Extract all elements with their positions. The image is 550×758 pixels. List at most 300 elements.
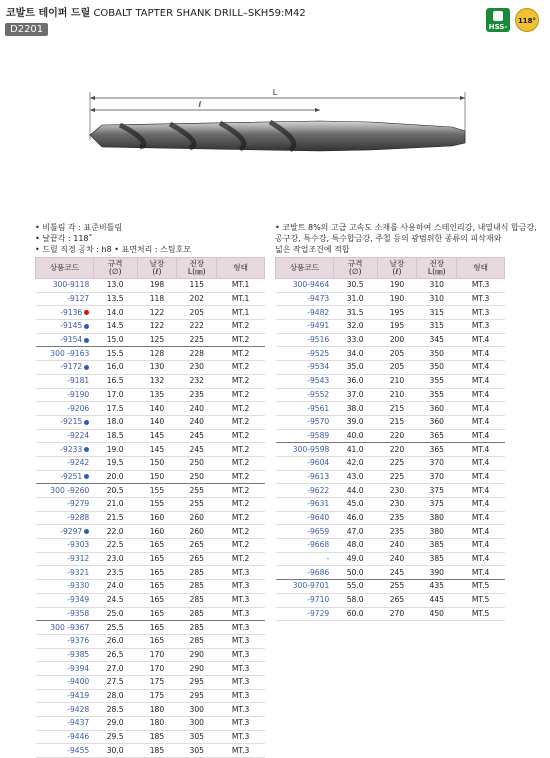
diameter-cell: 23.5 (93, 566, 137, 580)
code-cell: -9242 (36, 456, 94, 470)
code-cell: -9224 (36, 429, 94, 443)
table-row (276, 511, 505, 525)
diameter-cell: 26.5 (93, 648, 137, 662)
product-code-badge: D2201 (5, 23, 48, 36)
flute-length-cell: 230 (377, 484, 417, 498)
table-row (276, 552, 505, 566)
overall-length-cell: 245 (177, 443, 217, 457)
flute-length-cell: 165 (137, 607, 177, 621)
flute-length-cell: 255 (377, 580, 417, 594)
length-l-label: ℓ (198, 100, 202, 109)
table-row (276, 374, 505, 388)
diameter-cell: 16.0 (93, 361, 137, 375)
flute-length-cell: 155 (137, 498, 177, 512)
stock-marker-icon (84, 338, 89, 343)
overall-length-cell: 225 (177, 333, 217, 347)
diameter-cell: 25.0 (93, 607, 137, 621)
overall-length-cell: 385 (417, 539, 457, 553)
code-cell: -9613 (276, 470, 334, 484)
table-row (36, 662, 265, 676)
table-row (36, 470, 265, 484)
shank-type-cell: MT.2 (217, 443, 265, 457)
code-cell: -9349 (36, 593, 94, 607)
table-row (276, 470, 505, 484)
overall-length-cell: 250 (177, 456, 217, 470)
shank-type-cell: MT.2 (217, 552, 265, 566)
stock-marker-icon (84, 365, 89, 370)
col-length: 전장 L(㎜) (177, 258, 217, 279)
shank-type-cell: MT.4 (457, 566, 505, 580)
col-flute: 날장 (ℓ) (377, 258, 417, 279)
table-row (36, 566, 265, 580)
shank-type-cell: MT.2 (217, 470, 265, 484)
flute-length-cell: 180 (137, 717, 177, 731)
shank-type-cell: MT.4 (457, 456, 505, 470)
overall-length-cell: 115 (177, 279, 217, 293)
code-cell: -9622 (276, 484, 334, 498)
overall-length-cell: 240 (177, 415, 217, 429)
shank-type-cell: MT.3 (217, 580, 265, 594)
diameter-cell: 23.0 (93, 552, 137, 566)
table-row (36, 333, 265, 347)
table-row (36, 525, 265, 539)
flute-length-cell: 180 (137, 703, 177, 717)
code-cell: -9552 (276, 388, 334, 402)
shank-type-cell: MT.4 (457, 429, 505, 443)
table-row (36, 675, 265, 689)
shank-type-cell: MT.5 (457, 580, 505, 594)
table-row (36, 703, 265, 717)
overall-length-cell: 250 (177, 470, 217, 484)
table-row (276, 292, 505, 306)
diameter-cell: 15.5 (93, 347, 137, 361)
shank-type-cell: MT.4 (457, 539, 505, 553)
table-row (36, 292, 265, 306)
code-cell: -9190 (36, 388, 94, 402)
code-cell: -9303 (36, 539, 94, 553)
diameter-cell: 24.5 (93, 593, 137, 607)
flute-length-cell: 265 (377, 593, 417, 607)
overall-length-cell: 350 (417, 347, 457, 361)
overall-length-cell: 295 (177, 675, 217, 689)
col-shape: 형태 (217, 258, 265, 279)
overall-length-cell: 285 (177, 607, 217, 621)
shank-type-cell: MT.2 (217, 525, 265, 539)
overall-length-cell: 290 (177, 662, 217, 676)
diameter-cell: 14.0 (93, 306, 137, 320)
flute-length-cell: 210 (377, 374, 417, 388)
overall-length-cell: 285 (177, 580, 217, 594)
table-row (36, 580, 265, 594)
shank-type-cell: MT.3 (217, 703, 265, 717)
code-cell: -9206 (36, 402, 94, 416)
shank-type-cell: MT.4 (457, 415, 505, 429)
shank-type-cell: MT.2 (217, 374, 265, 388)
flute-length-cell: 175 (137, 689, 177, 703)
shank-type-cell: MT.3 (217, 717, 265, 731)
diameter-cell: 19.0 (93, 443, 137, 457)
overall-length-cell: 300 (177, 717, 217, 731)
shank-type-cell: MT.2 (217, 388, 265, 402)
code-cell: -9376 (36, 634, 94, 648)
table-row (276, 320, 505, 334)
table-row (36, 539, 265, 553)
flute-length-cell: 215 (377, 415, 417, 429)
code-cell: -9589 (276, 429, 334, 443)
flute-length-cell: 240 (377, 552, 417, 566)
overall-length-cell: 360 (417, 402, 457, 416)
code-cell: -9543 (276, 374, 334, 388)
diameter-cell: 29.0 (93, 717, 137, 731)
overall-length-cell: 285 (177, 621, 217, 635)
table-row (36, 374, 265, 388)
diameter-cell: 28.5 (93, 703, 137, 717)
flute-length-cell: 122 (137, 306, 177, 320)
flute-length-cell: 240 (377, 539, 417, 553)
table-row (276, 498, 505, 512)
diameter-cell: 60.0 (333, 607, 377, 621)
table-row (276, 347, 505, 361)
shank-type-cell: MT.2 (217, 333, 265, 347)
overall-length-cell: 255 (177, 498, 217, 512)
overall-length-cell: 265 (177, 552, 217, 566)
code-cell: -9446 (36, 730, 94, 744)
page-title (6, 4, 306, 19)
flute-length-cell: 160 (137, 511, 177, 525)
overall-length-cell: 360 (417, 415, 457, 429)
code-cell: -9233 (36, 443, 94, 457)
overall-length-cell: 285 (177, 566, 217, 580)
col-shape: 형태 (457, 258, 505, 279)
code-cell: -9631 (276, 498, 334, 512)
shank-type-cell: MT.2 (217, 539, 265, 553)
overall-length-cell: 370 (417, 456, 457, 470)
shank-type-cell: MT.2 (217, 456, 265, 470)
table-row (36, 484, 265, 498)
shank-type-cell: MT.1 (217, 292, 265, 306)
stock-marker-icon (84, 447, 89, 452)
flute-length-cell: 270 (377, 607, 417, 621)
flute-length-cell: 205 (377, 361, 417, 375)
flute-length-cell: 230 (377, 498, 417, 512)
flute-length-cell: 145 (137, 443, 177, 457)
stock-marker-icon (84, 310, 89, 315)
shank-type-cell: MT.3 (457, 320, 505, 334)
note-line: • 드릴 직경 공차 : h8 • 표면처리 : 스팀호모 (35, 245, 192, 254)
flute-length-cell: 165 (137, 566, 177, 580)
flute-length-cell: 122 (137, 320, 177, 334)
shank-type-cell: MT.3 (217, 634, 265, 648)
shank-type-cell: MT.2 (217, 320, 265, 334)
overall-length-cell: 265 (177, 539, 217, 553)
table-row (276, 388, 505, 402)
table-row (36, 306, 265, 320)
diameter-cell: 16.5 (93, 374, 137, 388)
table-row (276, 429, 505, 443)
code-cell: -9288 (36, 511, 94, 525)
table-row (276, 580, 505, 594)
flute-length-cell: 220 (377, 443, 417, 457)
code-cell: -9525 (276, 347, 334, 361)
code-cell: -9154 (36, 333, 94, 347)
code-cell: -9640 (276, 511, 334, 525)
flute-length-cell: 125 (137, 333, 177, 347)
flute-length-cell: 135 (137, 388, 177, 402)
table-row (276, 333, 505, 347)
code-cell: -9428 (36, 703, 94, 717)
flute-length-cell: 185 (137, 744, 177, 758)
overall-length-cell: 285 (177, 593, 217, 607)
stock-marker-icon (84, 420, 89, 425)
stock-marker-icon (84, 474, 89, 479)
diameter-cell: 26.0 (93, 634, 137, 648)
table-row (36, 279, 265, 293)
overall-length-cell: 350 (417, 361, 457, 375)
code-cell: -9659 (276, 525, 334, 539)
table-row (36, 498, 265, 512)
diameter-cell: 22.0 (93, 525, 137, 539)
flute-length-cell: 225 (377, 470, 417, 484)
flute-length-cell: 190 (377, 279, 417, 293)
shank-type-cell: MT.4 (457, 552, 505, 566)
flute-length-cell: 198 (137, 279, 177, 293)
diameter-cell: 43.0 (333, 470, 377, 484)
code-cell: -9136 (36, 306, 94, 320)
diameter-cell: 49.0 (333, 552, 377, 566)
shank-type-cell: MT.2 (217, 415, 265, 429)
diameter-cell: 27.0 (93, 662, 137, 676)
flute-length-cell: 118 (137, 292, 177, 306)
diameter-cell: 41.0 (333, 443, 377, 457)
title-korean: 코발트 테이퍼 드릴 (6, 8, 91, 19)
diameter-cell: 25.5 (93, 621, 137, 635)
shank-type-cell: MT.3 (217, 607, 265, 621)
overall-length-cell: 450 (417, 607, 457, 621)
spec-table-left (35, 257, 265, 758)
shank-type-cell: MT.3 (217, 744, 265, 758)
diameter-cell: 30.0 (93, 744, 137, 758)
diameter-cell: 37.0 (333, 388, 377, 402)
col-dia: 규격 (∅) (93, 258, 137, 279)
overall-length-cell: 245 (177, 429, 217, 443)
shank-type-cell: MT.4 (457, 484, 505, 498)
diameter-cell: 20.0 (93, 470, 137, 484)
overall-length-cell: 310 (417, 279, 457, 293)
table-row (36, 402, 265, 416)
diameter-cell: 31.5 (333, 306, 377, 320)
table-row (36, 744, 265, 758)
diameter-cell: 24.0 (93, 580, 137, 594)
overall-length-cell: 202 (177, 292, 217, 306)
shank-type-cell: MT.5 (457, 593, 505, 607)
diameter-cell: 50.0 (333, 566, 377, 580)
overall-length-cell: 228 (177, 347, 217, 361)
diameter-cell: 33.0 (333, 333, 377, 347)
diameter-cell: 14.5 (93, 320, 137, 334)
overall-length-cell: 365 (417, 443, 457, 457)
overall-length-cell: 345 (417, 333, 457, 347)
code-cell: 300 -9260 (36, 484, 94, 498)
overall-length-cell: 235 (177, 388, 217, 402)
col-code: 상품코드 (36, 258, 94, 279)
flute-length-cell: 235 (377, 511, 417, 525)
table-row (276, 443, 505, 457)
diameter-cell: 21.5 (93, 511, 137, 525)
flute-length-cell: 165 (137, 634, 177, 648)
diameter-cell: 39.0 (333, 415, 377, 429)
table-row (276, 306, 505, 320)
col-dia: 규격 (∅) (333, 258, 377, 279)
code-cell: -9312 (36, 552, 94, 566)
flute-length-cell: 130 (137, 361, 177, 375)
shank-type-cell: MT.4 (457, 347, 505, 361)
table-row (36, 511, 265, 525)
diameter-cell: 35.0 (333, 361, 377, 375)
diameter-cell: 15.0 (93, 333, 137, 347)
table-row (36, 456, 265, 470)
table-row (276, 539, 505, 553)
code-cell: -9358 (36, 607, 94, 621)
code-cell: -9437 (36, 717, 94, 731)
diameter-cell: 42.0 (333, 456, 377, 470)
table-row (36, 443, 265, 457)
flute-length-cell: 160 (137, 525, 177, 539)
code-cell: - (276, 552, 334, 566)
table-row (36, 347, 265, 361)
diameter-cell: 18.5 (93, 429, 137, 443)
code-cell: 300-9598 (276, 443, 334, 457)
overall-length-cell: 205 (177, 306, 217, 320)
note-line: • 비틀림 각 : 표준비틀림 (35, 223, 123, 232)
code-cell: 300 -9163 (36, 347, 94, 361)
flute-length-cell: 128 (137, 347, 177, 361)
flute-length-cell: 220 (377, 429, 417, 443)
shank-type-cell: MT.2 (217, 511, 265, 525)
stock-marker-icon (84, 529, 89, 534)
code-cell: -9604 (276, 456, 334, 470)
flute-length-cell: 150 (137, 470, 177, 484)
table-row (276, 402, 505, 416)
code-cell: -9686 (276, 566, 334, 580)
diameter-cell: 27.5 (93, 675, 137, 689)
shank-type-cell: MT.3 (217, 675, 265, 689)
table-row (36, 717, 265, 731)
diameter-cell: 13.0 (93, 279, 137, 293)
code-cell: -9400 (36, 675, 94, 689)
overall-length-cell: 380 (417, 511, 457, 525)
code-cell: -9710 (276, 593, 334, 607)
col-flute: 날장 (ℓ) (137, 258, 177, 279)
code-cell: -9172 (36, 361, 94, 375)
code-cell: -9394 (36, 662, 94, 676)
code-cell: 300-9464 (276, 279, 334, 293)
table-row (36, 689, 265, 703)
shank-type-cell: MT.4 (457, 361, 505, 375)
table-row (36, 648, 265, 662)
overall-length-cell: 230 (177, 361, 217, 375)
flute-length-cell: 195 (377, 320, 417, 334)
code-cell: 300-9118 (36, 279, 94, 293)
table-row (276, 525, 505, 539)
shank-type-cell: MT.3 (217, 648, 265, 662)
notes-left (35, 222, 191, 255)
overall-length-cell: 285 (177, 634, 217, 648)
diameter-cell: 55.0 (333, 580, 377, 594)
overall-length-cell: 310 (417, 292, 457, 306)
overall-length-cell: 375 (417, 498, 457, 512)
code-cell: -9668 (276, 539, 334, 553)
table-row (276, 484, 505, 498)
col-code: 상품코드 (276, 258, 334, 279)
code-cell: -9491 (276, 320, 334, 334)
table-row (276, 566, 505, 580)
diameter-cell: 18.0 (93, 415, 137, 429)
overall-length-cell: 355 (417, 374, 457, 388)
code-cell: -9534 (276, 361, 334, 375)
diameter-cell: 45.0 (333, 498, 377, 512)
flute-length-cell: 185 (137, 730, 177, 744)
shank-type-cell: MT.3 (217, 730, 265, 744)
overall-length-cell: 375 (417, 484, 457, 498)
overall-length-cell: 435 (417, 580, 457, 594)
code-cell: -9516 (276, 333, 334, 347)
overall-length-cell: 390 (417, 566, 457, 580)
table-row (36, 429, 265, 443)
shank-type-cell: MT.3 (217, 566, 265, 580)
shank-type-cell: MT.4 (457, 525, 505, 539)
length-L-label: L (272, 88, 278, 97)
flute-length-cell: 150 (137, 456, 177, 470)
shank-type-cell: MT.1 (217, 279, 265, 293)
table-row (276, 607, 505, 621)
flute-length-cell: 210 (377, 388, 417, 402)
flute-length-cell: 170 (137, 662, 177, 676)
diameter-cell: 28.0 (93, 689, 137, 703)
shank-type-cell: MT.2 (217, 429, 265, 443)
angle-badge-icon: 118° (515, 8, 539, 32)
flute-length-cell: 165 (137, 552, 177, 566)
code-cell: -9419 (36, 689, 94, 703)
diameter-cell: 34.0 (333, 347, 377, 361)
diameter-cell: 48.0 (333, 539, 377, 553)
flute-length-cell: 200 (377, 333, 417, 347)
shank-type-cell: MT.4 (457, 470, 505, 484)
title-english: COBALT TAPTER SHANK DRILL–SKH59:M42 (93, 8, 306, 19)
flute-length-cell: 235 (377, 525, 417, 539)
overall-length-cell: 260 (177, 511, 217, 525)
code-cell: -9297 (36, 525, 94, 539)
flute-length-cell: 170 (137, 648, 177, 662)
diameter-cell: 19.5 (93, 456, 137, 470)
table-row (36, 361, 265, 375)
shank-type-cell: MT.4 (457, 511, 505, 525)
flute-length-cell: 205 (377, 347, 417, 361)
code-cell: -9455 (36, 744, 94, 758)
table-row (36, 593, 265, 607)
overall-length-cell: 380 (417, 525, 457, 539)
flute-length-cell: 165 (137, 621, 177, 635)
code-cell: -9482 (276, 306, 334, 320)
flute-length-cell: 140 (137, 415, 177, 429)
table-row (276, 279, 505, 293)
code-cell: -9729 (276, 607, 334, 621)
diameter-cell: 58.0 (333, 593, 377, 607)
shank-type-cell: MT.1 (217, 306, 265, 320)
overall-length-cell: 295 (177, 689, 217, 703)
flute-length-cell: 225 (377, 456, 417, 470)
shank-type-cell: MT.3 (457, 292, 505, 306)
shank-type-cell: MT.4 (457, 333, 505, 347)
